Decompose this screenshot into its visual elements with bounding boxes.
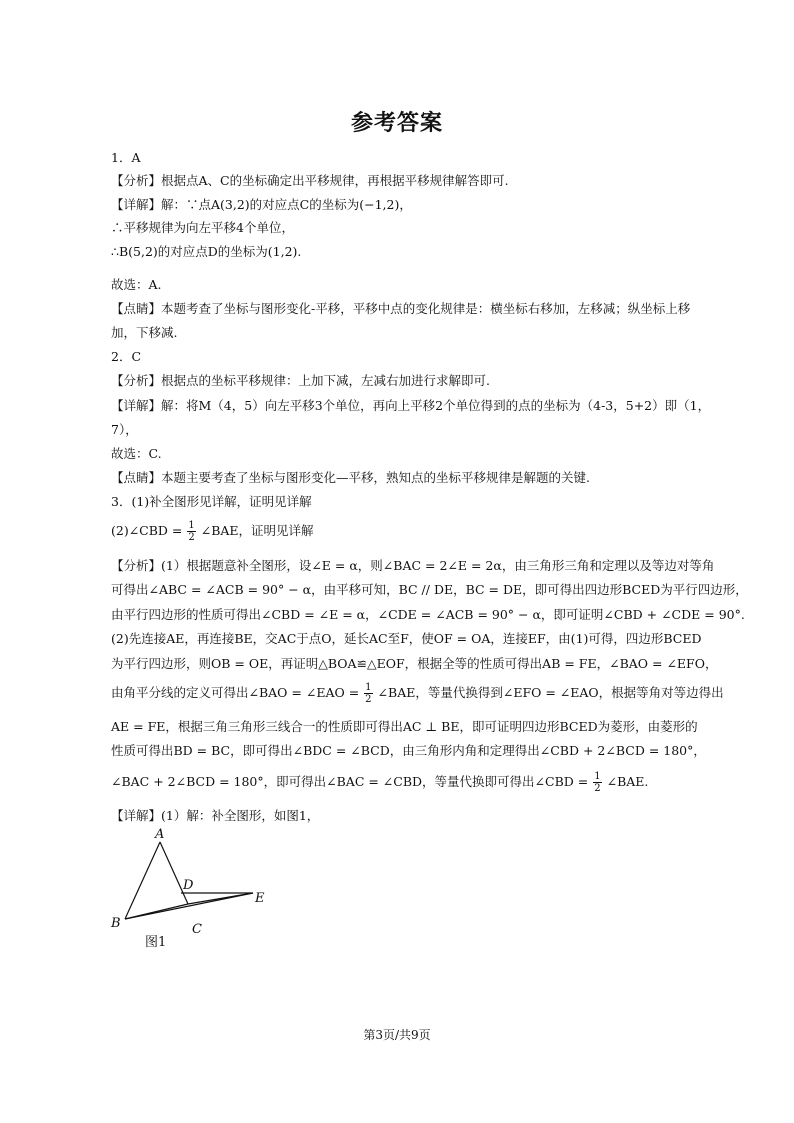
analysis-line: ∠BAC + 2∠BCD = 180°，即可得出∠BAC = ∠CBD，等量代换即可得出∠CBD = $\frac{1}{2}$ ∠BAE. bbox=[111, 771, 649, 794]
label-c: C bbox=[192, 922, 202, 937]
analysis-line: 【分析】(1）根据题意补全图形，设∠E = α，则∠BAC = 2∠E = 2α，由三角形三角和定理以及等边对等角 bbox=[111, 558, 715, 573]
analysis-line: 由平行四边形的性质可得出∠CBD = ∠E = α，∠CDE = ∠ACB = 90° − α，即可证明∠CBD + ∠CDE = 90°. bbox=[111, 607, 745, 622]
label-a: A bbox=[155, 827, 165, 842]
answer-1-heading: 1．A bbox=[111, 150, 141, 165]
answer-3-part2-tail: ∠BAE，证明见详解 bbox=[200, 523, 314, 538]
segment-ac bbox=[160, 842, 188, 904]
label-b: B bbox=[111, 916, 121, 931]
detail-line: 【详解】(1）解：补全图形，如图1， bbox=[111, 808, 320, 823]
answer-3-heading: 3．(1)补全图形见详解，证明见详解 bbox=[111, 494, 312, 509]
segment-bd-e bbox=[125, 893, 253, 919]
segment-ab bbox=[125, 842, 160, 919]
geometry-figure bbox=[108, 825, 288, 955]
answer-2-heading: 2．C bbox=[111, 349, 142, 364]
analysis-line: 为平行四边形，则OB = OE，再证明△BOA≌△EOF，根据全等的性质可得出AB = FE，∠BAO = ∠EFO， bbox=[111, 656, 718, 671]
answer-1-analysis: 【分析】根据点A、C的坐标确定出平移规律，再根据平移规律解答即可. bbox=[111, 173, 509, 188]
label-d: D bbox=[183, 878, 194, 893]
answer-2-choice: 故选：C. bbox=[111, 446, 162, 461]
answer-1-comment: 【点睛】本题考查了坐标与图形变化-平移，平移中点的变化规律是：横坐标右移加，左移减；纵坐标上移 bbox=[111, 301, 691, 316]
answer-2-analysis: 【分析】根据点的坐标平移规律：上加下减，左减右加进行求解即可. bbox=[111, 373, 490, 388]
analysis-line: 由角平分线的定义可得出∠BAO = ∠EAO = $\frac{1}{2}$ ∠BAE，等量代换得到∠EFO = ∠EAO，根据等角对等边得出 bbox=[111, 682, 724, 705]
segment-ce bbox=[188, 893, 253, 904]
analysis-line: (2)先连接AE，再连接BE，交AC于点O，延长AC至F，使OF = OA，连接EF，由(1)可得，四边形BCED bbox=[111, 631, 702, 646]
label-e: E bbox=[255, 891, 265, 906]
analysis-line: 性质可得出BD = BC，即可得出∠BDC = ∠BCD，由三角形内角和定理得出∠CBD + 2∠BCD = 180°， bbox=[111, 743, 706, 758]
page-footer: 第3页/共9页 bbox=[363, 1028, 431, 1042]
analysis-line: AE = FE，根据三角三角形三线合一的性质即可得出AC ⊥ BE，即可证明四边形BCED为菱形，由菱形的 bbox=[111, 719, 698, 734]
answer-3-part2 bbox=[111, 520, 691, 543]
answer-1-choice: 故选：A. bbox=[111, 277, 162, 292]
answer-2-detail-cont: 7）， bbox=[111, 422, 138, 437]
answer-1-step: ∴平移规律为向左平移4个单位， bbox=[111, 220, 294, 235]
answer-1-comment-cont: 加，下移减. bbox=[111, 325, 178, 340]
answer-1-step: ∴B(5,2)的对应点D的坐标为(1,2). bbox=[111, 244, 302, 259]
fraction-half: $\frac{1}{2}$ bbox=[594, 771, 601, 794]
answer-2-detail: 【详解】解：将M（4，5）向左平移3个单位，再向上平移2个单位得到的点的坐标为（4-3，5+2）即（1， bbox=[111, 398, 711, 413]
fraction-half: $\frac{1}{2}$ bbox=[365, 682, 372, 705]
fraction-half: $\frac{1}{2}$ bbox=[188, 520, 195, 543]
answer-3-part2-lead: (2)∠CBD = bbox=[111, 523, 183, 538]
answer-2-comment: 【点睛】本题主要考查了坐标与图形变化—平移，熟知点的坐标平移规律是解题的关键. bbox=[111, 470, 590, 485]
analysis-line: 可得出∠ABC = ∠ACB = 90° − α，由平移可知，BC // DE，BC = DE，即可得出四边形BCED为平行四边形， bbox=[111, 582, 748, 597]
page-title: 参考答案 bbox=[350, 110, 443, 136]
answer-1-detail: 【详解】解：∵点A(3,2)的对应点C的坐标为(−1,2)， bbox=[111, 197, 412, 212]
figure-caption: 图1 bbox=[145, 935, 167, 950]
